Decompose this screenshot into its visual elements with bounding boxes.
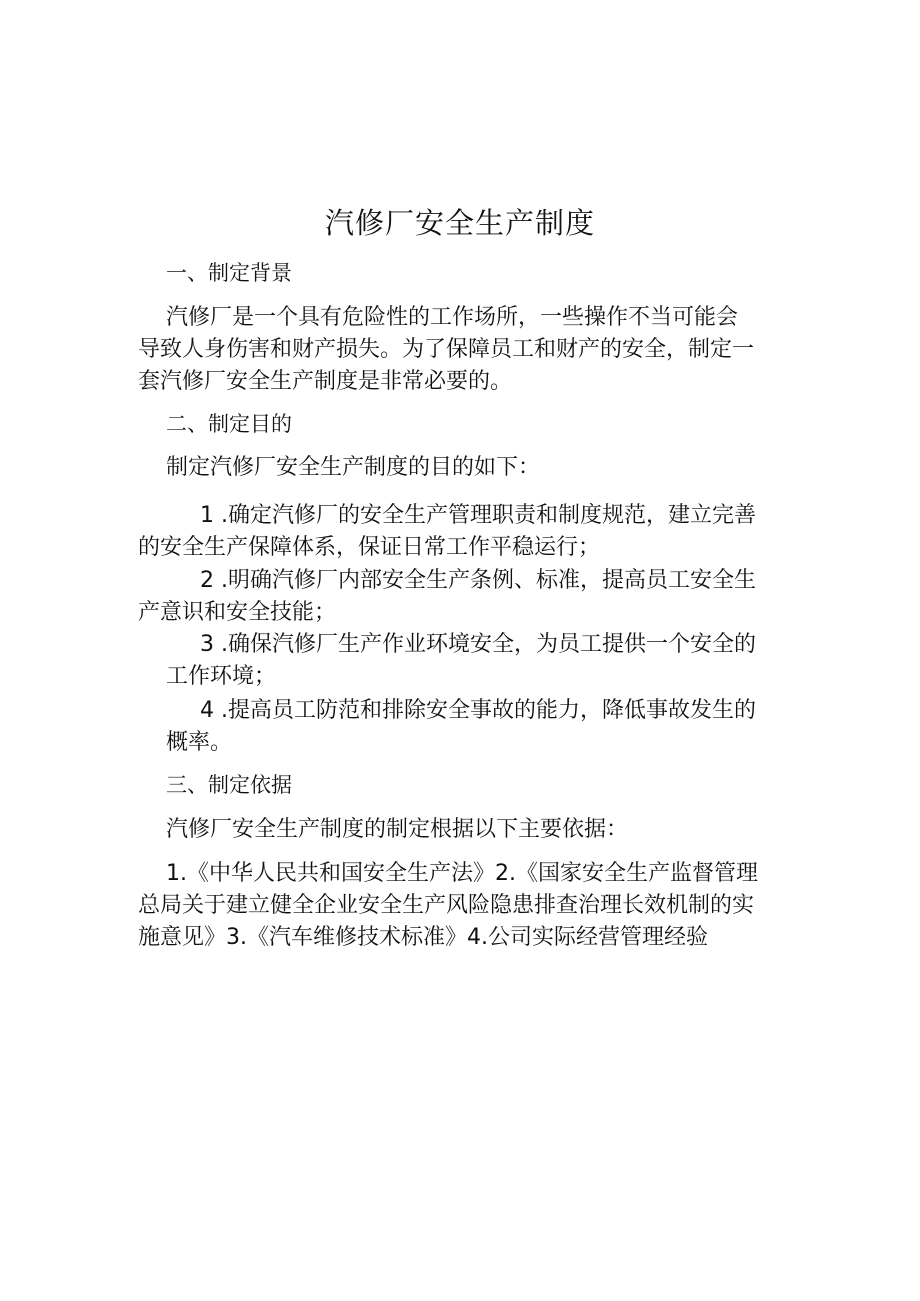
purpose-intro: 制定汽修厂安全生产制度的目的如下： (166, 455, 541, 480)
purpose-item-3-line: 工作环境； (166, 664, 277, 689)
purpose-item-2-line: 2 .明确汽修厂内部安全生产条例、标准，提高员工安全生 (200, 568, 756, 593)
background-paragraph-line: 导致人身伤害和财产损失。为了保障员工和财产的安全，制定一 (138, 337, 755, 362)
purpose-item-4-line: 概率。 (166, 730, 233, 755)
purpose-item-1-line: 的安全生产保障体系，保证日常工作平稳运行； (138, 535, 601, 560)
section-heading-purpose: 二、制定目的 (166, 412, 292, 436)
section-heading-basis: 三、制定依据 (166, 773, 292, 797)
background-paragraph-line: 套汽修厂安全生产制度是非常必要的。 (138, 369, 513, 394)
basis-paragraph-line: 1.《中华人民共和国安全生产法》2.《国家安全生产监督管理 (166, 861, 758, 886)
background-paragraph-line: 汽修厂是一个具有危险性的工作场所，一些操作不当可能会 (166, 305, 739, 330)
purpose-item-2-line: 产意识和安全技能； (138, 600, 337, 625)
basis-paragraph-line: 施意见》3.《汽车维修技术标准》4.公司实际经营管理经验 (138, 925, 708, 950)
basis-paragraph-line: 总局关于建立健全企业安全生产风险隐患排查治理长效机制的实 (138, 893, 755, 918)
purpose-item-4-line: 4 .提高员工防范和排除安全事故的能力，降低事故发生的 (200, 698, 756, 723)
basis-intro: 汽修厂安全生产制度的制定根据以下主要依据： (166, 817, 629, 842)
document-title: 汽修厂安全生产制度 (324, 206, 595, 240)
section-heading-background: 一、制定背景 (166, 261, 292, 285)
purpose-item-3-line: 3 .确保汽修厂生产作业环境安全，为员工提供一个安全的 (200, 632, 756, 657)
purpose-item-1-line: 1 .确定汽修厂的安全生产管理职责和制度规范，建立完善 (200, 503, 756, 528)
